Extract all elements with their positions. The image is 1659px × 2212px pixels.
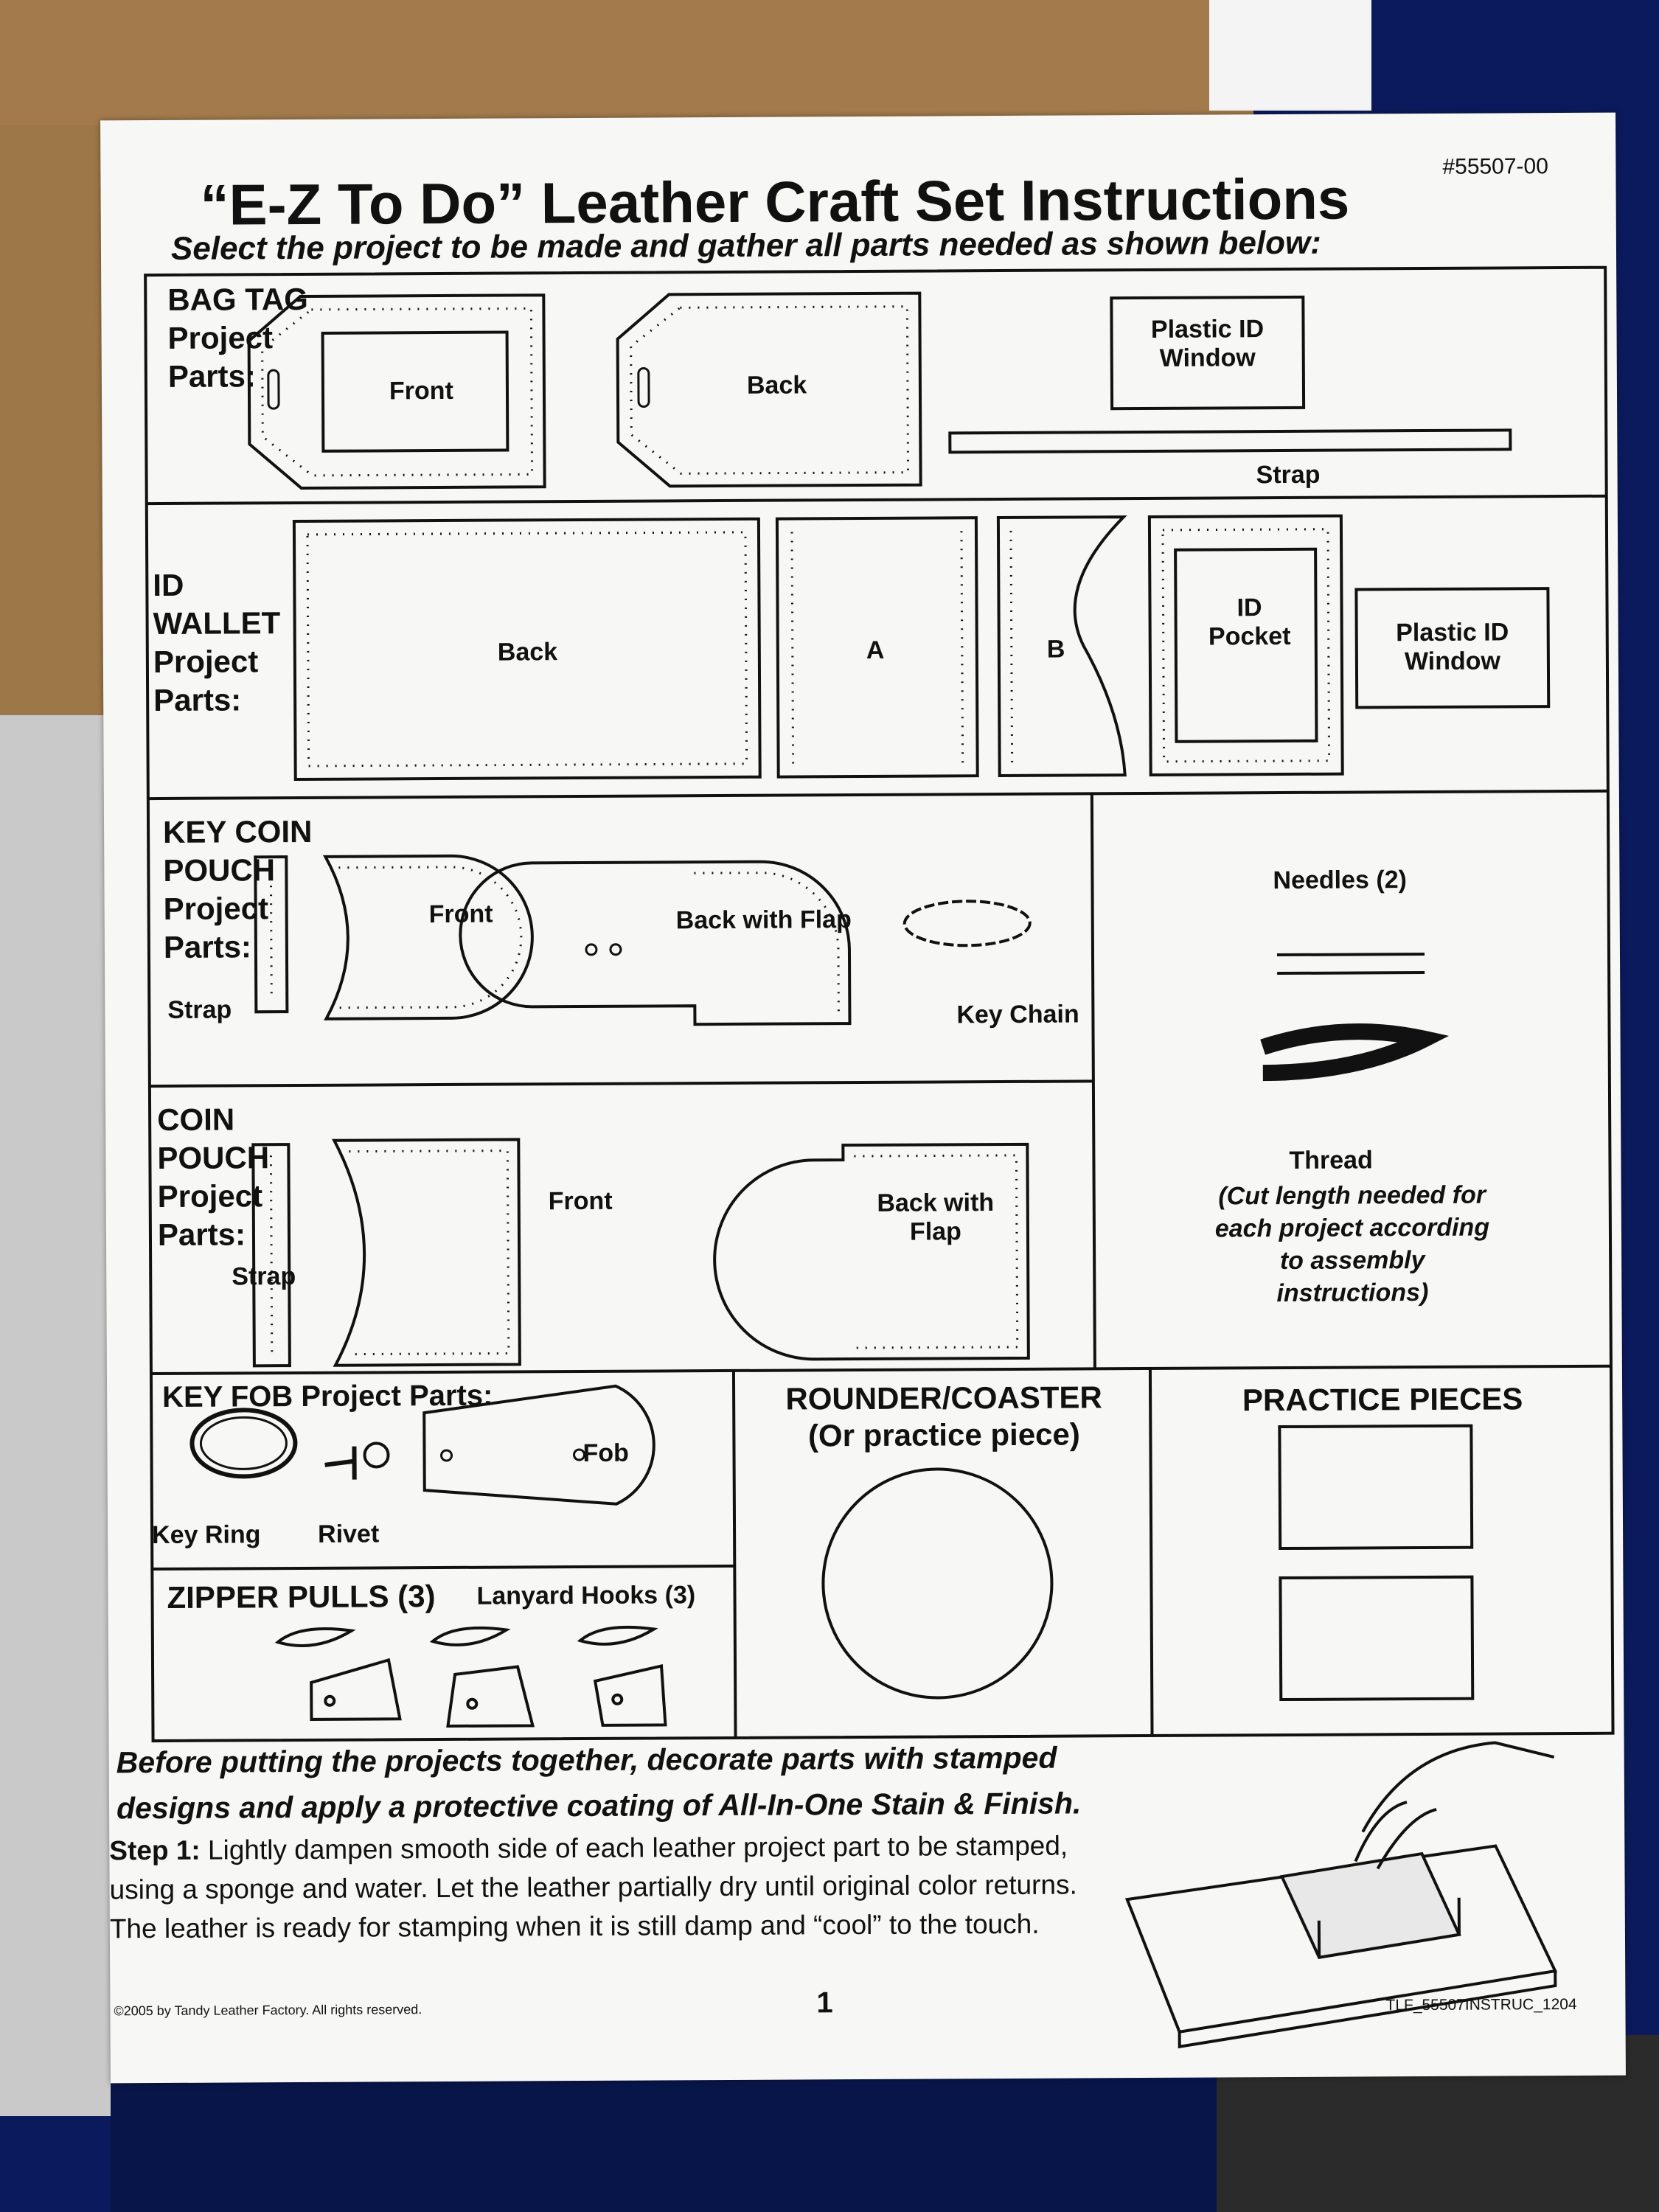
copyright: ©2005 by Tandy Leather Factory. All rights reserved. bbox=[114, 2002, 422, 2019]
kcp-back-label: Back with Flap bbox=[675, 905, 852, 935]
bag-tag-back-label: Back bbox=[746, 371, 807, 400]
wallet-b-label: B bbox=[1046, 635, 1065, 664]
table-surface bbox=[111, 2079, 1217, 2212]
cp-strap-label: Strap bbox=[232, 1262, 296, 1291]
left-cardboard bbox=[0, 125, 111, 715]
hooks-label: Lanyard Hooks (3) bbox=[476, 1581, 696, 1610]
wallet-window-label: Plastic ID Window bbox=[1396, 618, 1509, 676]
cardboard-background bbox=[0, 0, 1253, 125]
rounder-subheading: (Or practice piece) bbox=[807, 1416, 1080, 1453]
coaster-shape bbox=[823, 1469, 1053, 1699]
kcp-front-label: Front bbox=[428, 900, 493, 929]
wallet-a-label: A bbox=[866, 636, 885, 664]
page-title: “E-Z To Do” Leather Craft Set Instructions bbox=[200, 166, 1350, 237]
zipper-heading: ZIPPER PULLS (3) bbox=[167, 1579, 436, 1615]
bag-tag-window-label: Plastic ID Window bbox=[1150, 315, 1265, 372]
wallet-back-label: Back bbox=[497, 638, 558, 667]
kcp-keychain-label: Key Chain bbox=[956, 1000, 1079, 1029]
key-ring-label: Key Ring bbox=[151, 1520, 261, 1550]
kcp-strap-label: Strap bbox=[167, 995, 232, 1024]
bag-tag-front-label: Front bbox=[389, 376, 453, 406]
key-fob-heading: KEY FOB Project Parts: bbox=[161, 1379, 493, 1413]
decorate-intro: Before putting the projects together, decorate parts with stamped designs and apply a protective coating of All-In-One Stain & Finish. bbox=[116, 1740, 1082, 1826]
key-coin-pouch-heading: KEY COIN POUCH Project Parts: bbox=[162, 813, 313, 964]
needles-label: Needles (2) bbox=[1273, 866, 1407, 895]
left-plastic bbox=[0, 715, 111, 2116]
thread-label: Thread bbox=[1289, 1146, 1373, 1175]
practice-heading: PRACTICE PIECES bbox=[1242, 1381, 1523, 1418]
rivet-label: Rivet bbox=[317, 1520, 380, 1548]
step-1-text: Step 1: Lightly dampen smooth side of each leather project part to be stamped, using a sponge and water. Let the leather partially dry until original color returns. The leather is ready for stamping when it is still damp and “cool” to the touch. bbox=[109, 1830, 1077, 1944]
cp-front-label: Front bbox=[548, 1186, 613, 1216]
page-number: 1 bbox=[816, 1986, 833, 2020]
bag-tag-strap-label: Strap bbox=[1256, 460, 1321, 490]
thread-note: (Cut length needed for each project according to assembly instructions) bbox=[1214, 1180, 1490, 1308]
catalog-number: #55507-00 bbox=[1442, 154, 1548, 179]
bag-tag-heading: BAG TAG Project Parts: bbox=[167, 281, 308, 394]
fob-label: Fob bbox=[582, 1439, 629, 1467]
id-wallet-heading: ID WALLET Project Parts: bbox=[153, 567, 281, 718]
rounder-heading: ROUNDER/COASTER bbox=[785, 1380, 1102, 1416]
instruction-sheet bbox=[100, 113, 1626, 2084]
cp-back-label: Back with Flap bbox=[877, 1189, 995, 1246]
white-box-background bbox=[1209, 0, 1371, 111]
page-subtitle: Select the project to be made and gather all parts needed as shown below: bbox=[170, 224, 1321, 267]
document-code: TLF_55507INSTRUC_1204 bbox=[1385, 1995, 1577, 2014]
coin-pouch-heading: COIN POUCH Project Parts: bbox=[157, 1102, 270, 1253]
wallet-pocket-label: ID Pocket bbox=[1208, 594, 1291, 651]
